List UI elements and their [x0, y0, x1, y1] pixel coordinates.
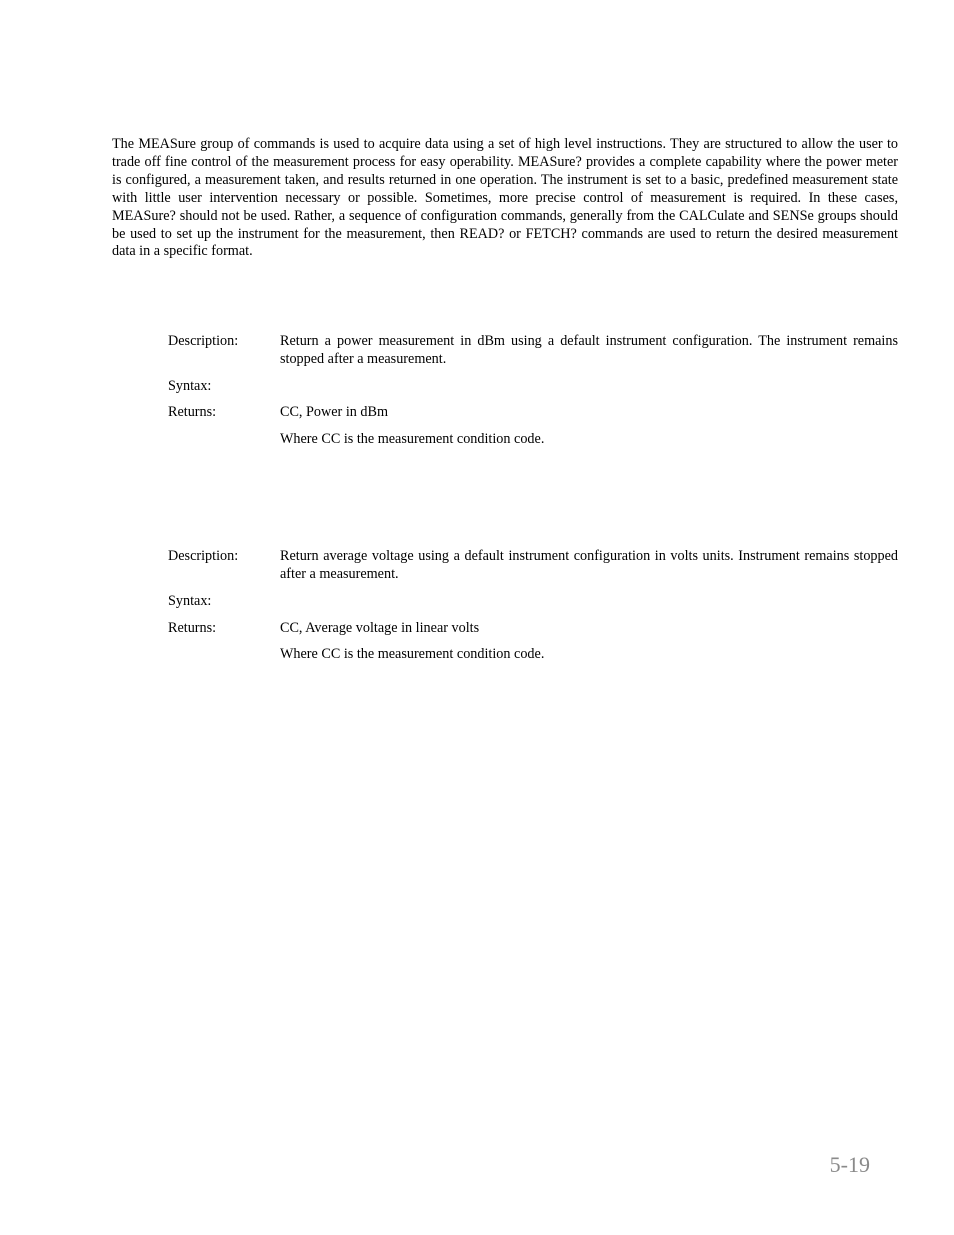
description-label: Description: — [168, 548, 239, 564]
description-label: Description: — [168, 333, 239, 349]
returns-text: CC, Average voltage in linear volts — [280, 620, 480, 636]
returns-note: Where CC is the measurement condition code. — [280, 431, 545, 447]
syntax-label: Syntax: — [168, 593, 212, 609]
syntax-label: Syntax: — [168, 378, 212, 394]
returns-label: Returns: — [168, 620, 217, 636]
returns-text: CC, Power in dBm — [280, 404, 388, 420]
description-text: Return average voltage using a default instrument configuration in volts units. Instrument remains stopped after a measurement. — [280, 548, 898, 582]
page-number: 5-19 — [829, 1152, 870, 1177]
returns-label: Returns: — [168, 404, 217, 420]
description-text: Return a power measurement in dBm using a default instrument configuration. The instrument remains stopped after a measurement. — [280, 333, 898, 367]
returns-note: Where CC is the measurement condition code. — [280, 646, 545, 662]
intro-paragraph: The MEASure group of commands is used to acquire data using a set of high level instructions. They are structured to allow the user to trade off fine control of the measurement process for easy operability. MEASure? provides a complete capability where the power meter is configured, a measurement taken, and results returned in one operation. The instrument is set to a basic, predefined measurement state with little user intervention necessary or possible. Sometimes, more precise control of measurement is required. In these cases, MEASure? should not be used. Rather, a sequence of configuration commands, generally from the CALCulate and SENSe groups should be used to set up the instrument for the measurement, then READ? or FETCH? commands are used to return the desired measurement data in a specific format. — [112, 136, 898, 260]
